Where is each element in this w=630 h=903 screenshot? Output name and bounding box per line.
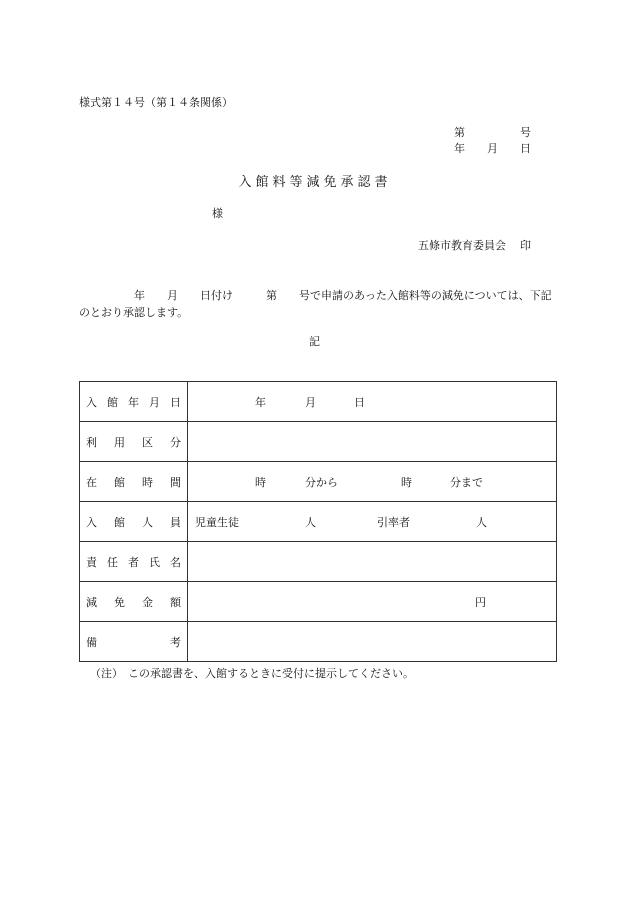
form-label: 様式第１４号（第１４条関係）: [79, 96, 233, 109]
visit-date-field: [188, 382, 557, 422]
document-title: 入館料等減免承認書: [238, 175, 392, 190]
stay-end-hour-unit: 時: [401, 475, 412, 489]
recipient-honorific: 様: [212, 207, 223, 220]
students-label: 児童生徒: [195, 515, 239, 529]
row-label-remarks: 備考: [80, 622, 188, 662]
stay-end-minute-unit: 分まで: [450, 475, 483, 489]
row-label-responsible-person: 責任者氏名: [80, 542, 188, 582]
issuer-seal: 印: [520, 239, 531, 252]
exemption-amount-field: [188, 582, 557, 622]
visit-year-unit: 年: [255, 395, 266, 409]
stay-start-hour-unit: 時: [255, 475, 266, 489]
remarks-field: [188, 622, 557, 662]
note-marker: （注）: [90, 667, 123, 680]
issuer-name: 五條市教育委員会: [418, 239, 506, 252]
table-row: [80, 622, 557, 662]
stay-start-minute-unit: 分から: [305, 475, 338, 489]
row-label-visitor-count: 入館人員: [80, 502, 188, 542]
table-row: [80, 542, 557, 582]
issuer: [418, 239, 531, 253]
table-row: [80, 502, 557, 542]
note-text: この承認書を、入館するときに受付に提示してください。: [128, 667, 414, 680]
leaders-unit: 人: [476, 515, 487, 529]
row-label-exemption-amount: 減免金額: [80, 582, 188, 622]
responsible-person-field: [188, 542, 557, 582]
row-label-visit-date: 入館年月日: [80, 382, 188, 422]
usage-category-field: [188, 422, 557, 462]
visit-month-unit: 月: [305, 395, 316, 409]
table-row: [80, 382, 557, 422]
ki-heading: 記: [309, 335, 320, 348]
document-date-line: 年 月 日: [454, 142, 531, 155]
row-label-stay-time: 在館時間: [80, 462, 188, 502]
approval-details-table: [79, 381, 557, 662]
yen-unit: 円: [475, 595, 486, 609]
leaders-label: 引率者: [377, 515, 410, 529]
row-label-usage-category: 利用区分: [80, 422, 188, 462]
stay-time-field: [188, 462, 557, 502]
students-unit: 人: [305, 515, 316, 529]
visit-day-unit: 日: [354, 395, 365, 409]
document-number-line: 第 号: [454, 126, 531, 139]
table-row: [80, 422, 557, 462]
table-row: [80, 582, 557, 622]
visitor-count-field: [188, 502, 557, 542]
table-row: [80, 462, 557, 502]
approval-body-text: 年 月 日付け 第 号で申請のあった入館料等の減免については、下記のとおり承認します。: [79, 289, 552, 319]
